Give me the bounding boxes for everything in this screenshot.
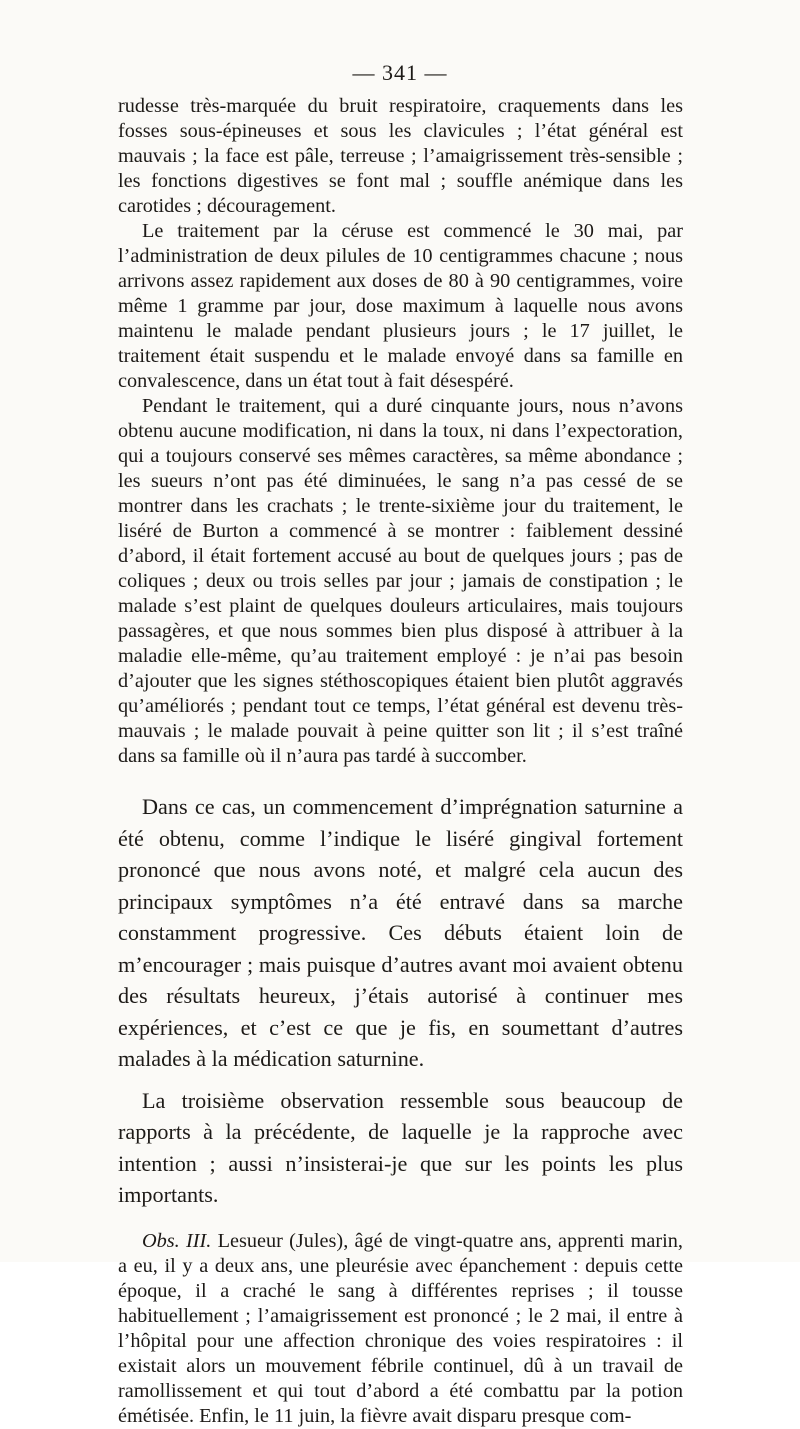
commentary-section — [118, 791, 683, 1211]
paragraph-continuation: rudesse très-marquée du bruit respiratoire, craquements dans les fosses sous-épineuses et sous les clavicules ; l’état général est mauvais ; la face est pâle, terreuse ; l’amaigrissement très-sensible ; les fonctions digestives se font mal ; souffle anémique dans les carotides ; découragement. — [118, 95, 683, 217]
paragraph-commentary: Dans ce cas, un commencement d’imprégnation saturnine a été obtenu, comme l’indique le liséré gingival fortement prononcé que nous avons noté, et malgré cela aucun des principaux symptômes n’a été entravé dans sa marche constamment progressive. Ces débuts étaient loin de m’encourager ; mais puisque d’autres avant moi avaient obtenu des résultats heureux, j’étais autorisé à continuer mes expériences, et c’est ce que je fis, en soumettant d’autres malades à la médication saturnine. — [118, 794, 683, 1071]
body-text — [118, 94, 683, 1429]
paragraph-treatment: Le traitement par la céruse est commencé le 30 mai, par l’administration de deux pilules de 10 centigrammes chacune ; nous arrivons assez rapidement aux doses de 80 à 90 centigrammes, voire même 1 gramme par jour, dose maximum à laquelle nous avons maintenu le malade pendant plusieurs jours ; le 17 juillet, le traitement était suspendu et le malade envoyé dans sa famille en convalescence, dans un état tout à fait désespéré. — [118, 220, 683, 392]
paragraph-observation-3 — [118, 1229, 683, 1429]
observation-text: Lesueur (Jules), âgé de vingt-quatre ans, apprenti marin, a eu, il y a deux ans, une pleurésie avec épanchement : depuis cette époque, il a craché le sang à différentes reprises ; il tousse habituellement ; l’amaigrissement est prononcé ; le 2 mai, il entre à l’hôpital pour une affection chronique des voies respiratoires : il existait alors un mouvement fébrile continuel, dû à un travail de ramollissement et qui tout d’abord a été combattu par la potion émétisée. Enfin, le 11 juin, la fièvre avait disparu presque com- — [118, 1229, 684, 1427]
paragraph-treatment-outcome: Pendant le traitement, qui a duré cinquante jours, nous n’avons obtenu aucune modification, ni dans la toux, ni dans l’expectoration, qui a toujours conservé ses mêmes caractères, sa même abondance ; les sueurs n’ont pas été diminuées, le sang n’a pas cessé de se montrer dans les crachats ; le trente-sixième jour du traitement, le liséré de Burton a commencé à se montrer : faiblement dessiné d’abord, il était fortement accusé au bout de quelques jours ; pas de coliques ; deux ou trois selles par jour ; jamais de constipation ; le malade s’est plaint de quelques douleurs articulaires, mais toujours passagères, et que nous sommes bien plus disposé à attribuer à la maladie elle-même, qu’au traitement employé : je n’ai pas besoin d’ajouter que les signes stéthoscopiques étaient bien plutôt aggravés qu’améliorés ; pendant tout ce temps, l’état général est devenu très-mauvais ; le malade pouvait à peine quitter son lit ; il s’est traîné dans sa famille où il n’aura pas tardé à succomber. — [118, 395, 683, 767]
observation-section — [118, 1229, 683, 1429]
paragraph-third-observation-intro: La troisième observation ressemble sous beaucoup de rapports à la précédente, de laquelle je la rapproche avec intention ; aussi n’insisterai-je que sur les points les plus importants. — [118, 1087, 683, 1207]
case-description-section — [118, 94, 683, 769]
observation-label: Obs. III. — [142, 1229, 212, 1252]
page-number: — 341 — — [352, 60, 448, 85]
